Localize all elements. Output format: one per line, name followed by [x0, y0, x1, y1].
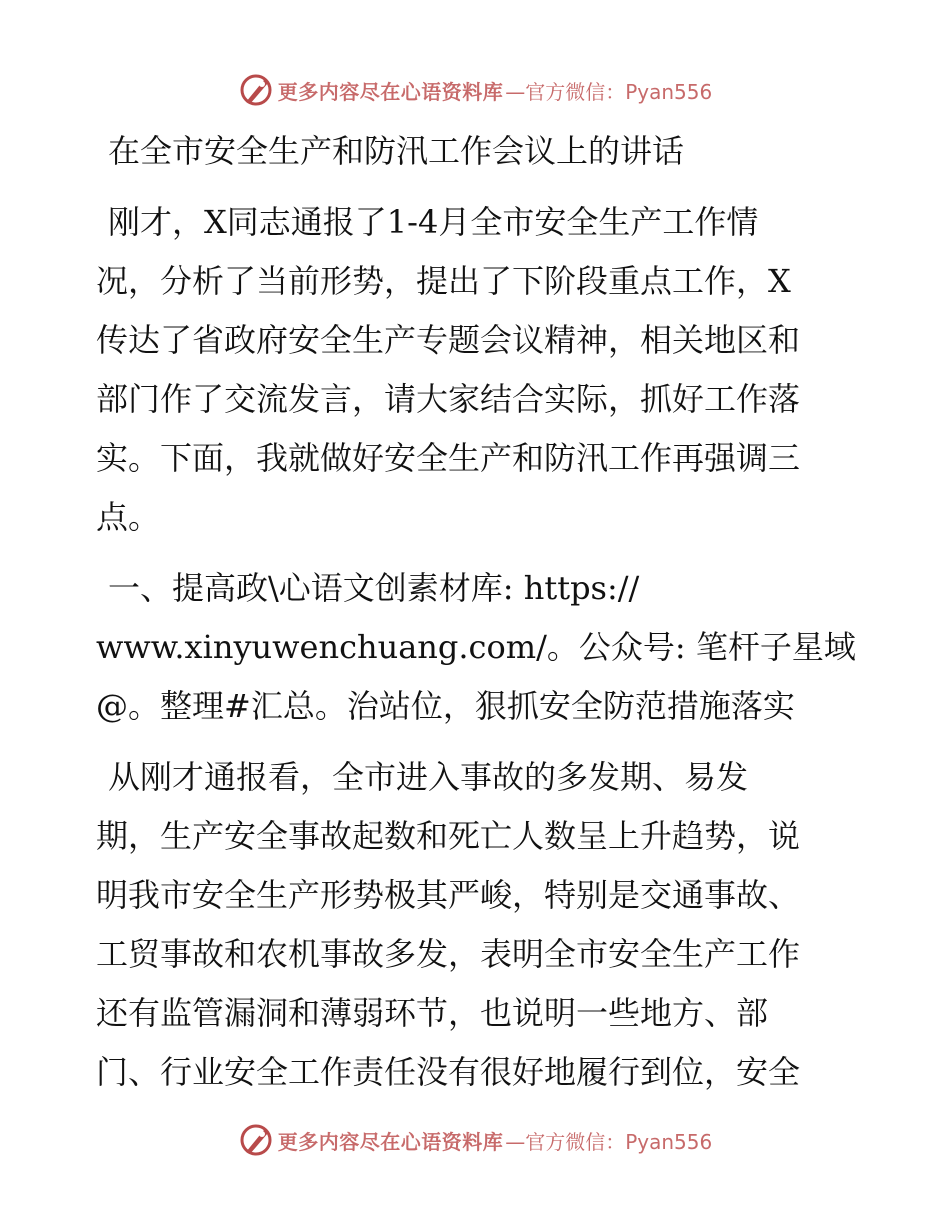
text-line: 况，分析了当前形势，提出了下阶段重点工作，X: [96, 262, 791, 300]
text-line: 还有监管漏洞和薄弱环节，也说明一些地方、部: [96, 994, 769, 1032]
pen-logo-icon: [238, 72, 274, 108]
text-line: 点。: [96, 498, 161, 536]
text-line: 部门作了交流发言，请大家结合实际，抓好工作落: [96, 380, 801, 418]
footer-banner: [0, 1120, 950, 1160]
banner-text: 更多内容尽在心语资料库: [277, 79, 504, 104]
banner-text: 更多内容尽在心语资料库: [277, 1129, 504, 1154]
text-line: 明我市安全生产形势极其严峻，特别是交通事故、: [96, 876, 801, 914]
banner-wechat: —官方微信：Pyan556: [505, 79, 713, 104]
pen-logo-icon: [238, 1122, 274, 1158]
text-line: 刚才，X同志通报了1-4月全市安全生产工作情: [108, 203, 759, 241]
text-line: 实。下面，我就做好安全生产和防汛工作再强调三: [96, 439, 801, 477]
banner-wechat: —官方微信：Pyan556: [505, 1129, 713, 1154]
section-1-heading: [96, 559, 856, 736]
text-line: @。整理#汇总。治站位，狠抓安全防范措施落实: [96, 687, 795, 725]
document-title: 在全市安全生产和防汛工作会议上的讲话: [108, 132, 685, 170]
text-line: www.xinyuwenchuang.com/。公众号: 笔杆子星域: [96, 628, 856, 666]
text-line: 传达了省政府安全生产专题会议精神，相关地区和: [96, 321, 801, 359]
header-banner: [0, 70, 950, 110]
text-line: 一、提高政\心语文创素材库: https://: [108, 569, 640, 607]
paragraph-1: [96, 193, 856, 547]
text-line: 工贸事故和农机事故多发，表明全市安全生产工作: [96, 935, 801, 973]
text-line: 从刚才通报看，全市进入事故的多发期、易发: [108, 758, 749, 796]
paragraph-2: [96, 748, 856, 1102]
text-line: 期，生产安全事故起数和死亡人数呈上升趋势，说: [96, 817, 801, 855]
document-body: [96, 122, 856, 1102]
text-line: 门、行业安全工作责任没有很好地履行到位，安全: [96, 1053, 801, 1091]
